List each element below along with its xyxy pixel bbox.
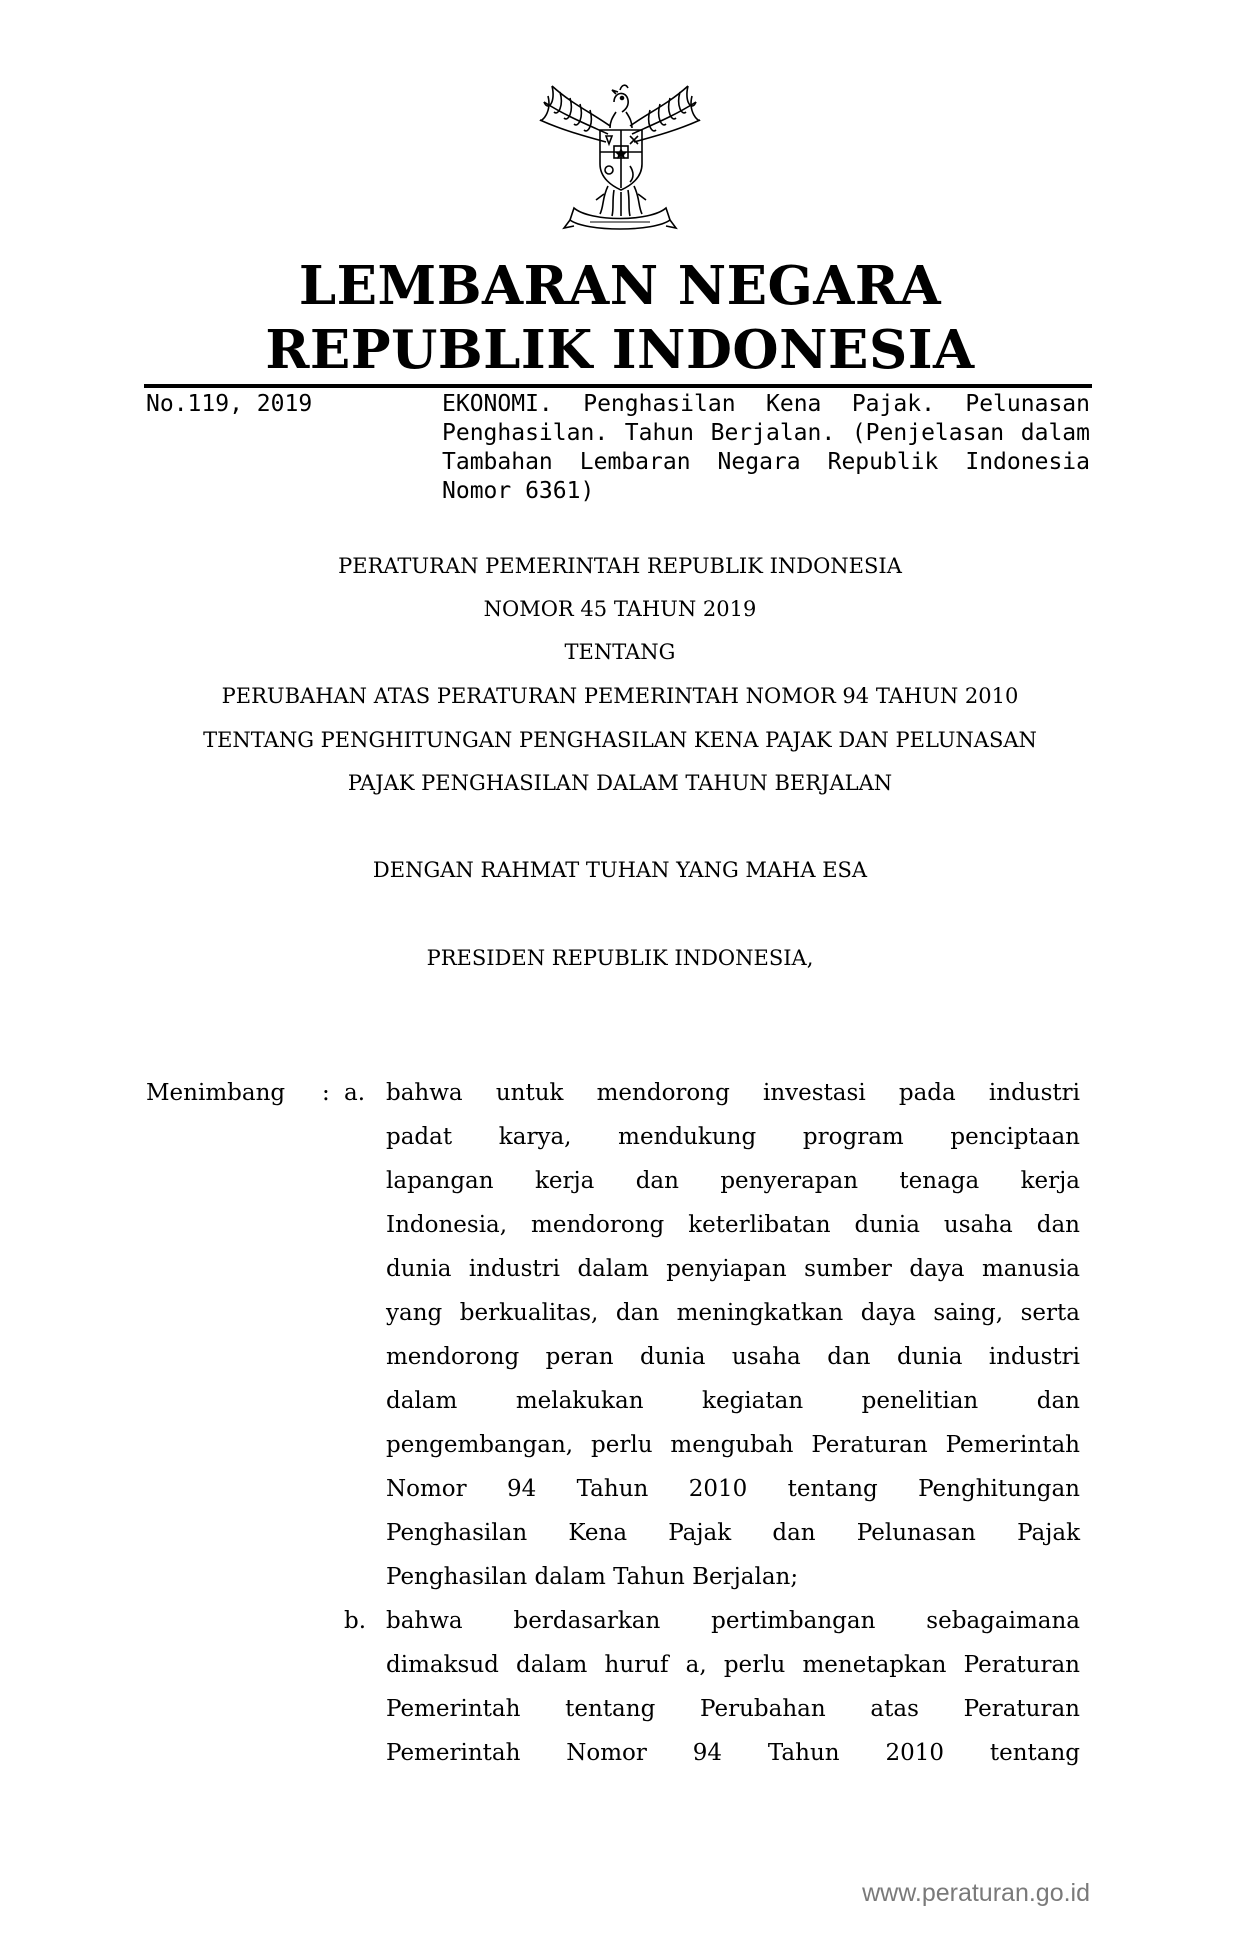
considering-item-letter: b. xyxy=(344,1608,367,1634)
considering-item-line: mendorong peran dunia usaha dan dunia industri xyxy=(386,1344,1080,1370)
gazette-number: No.119, 2019 xyxy=(146,391,313,417)
considering-item-line: padat karya, mendukung program penciptaan xyxy=(386,1124,1080,1150)
gazette-subject-line: Penghasilan. Tahun Berjalan. (Penjelasan dalam xyxy=(442,420,1090,446)
gazette-subject xyxy=(442,390,1090,506)
masthead-title-line1: LEMBARAN NEGARA xyxy=(298,255,942,317)
regulation-title-line: PERUBAHAN ATAS PERATURAN PEMERINTAH NOMOR 94 TAHUN 2010 xyxy=(221,684,1019,708)
considering-item-line: dalam melakukan kegiatan penelitian dan xyxy=(386,1388,1080,1414)
regulation-title-line: TENTANG PENGHITUNGAN PENGHASILAN KENA PAJAK DAN PELUNASAN xyxy=(203,728,1037,752)
regulation-type: PERATURAN PEMERINTAH REPUBLIK INDONESIA xyxy=(338,554,902,578)
considering-item-line: Pemerintah Nomor 94 Tahun 2010 tentang xyxy=(386,1740,1080,1766)
considering-item-line: bahwa berdasarkan pertimbangan sebagaimana xyxy=(386,1608,1080,1634)
considering-item-line: dimaksud dalam huruf a, perlu menetapkan Peraturan xyxy=(386,1652,1080,1678)
invocation: DENGAN RAHMAT TUHAN YANG MAHA ESA xyxy=(372,858,868,882)
considering-item-line: Nomor 94 Tahun 2010 tentang Penghitungan xyxy=(386,1476,1080,1502)
considering-item-line: bahwa untuk mendorong investasi pada industri xyxy=(386,1080,1080,1106)
gazette-subject-line: Tambahan Lembaran Negara Republik Indonesia xyxy=(442,449,1090,475)
considering-item-line: Indonesia, mendorong keterlibatan dunia usaha dan xyxy=(386,1212,1080,1238)
considering-item-line: dunia industri dalam penyiapan sumber daya manusia xyxy=(386,1256,1080,1282)
considering-item-line: Penghasilan dalam Tahun Berjalan; xyxy=(386,1564,799,1590)
considering-label: Menimbang xyxy=(146,1080,286,1106)
considering-item-line: lapangan kerja dan penyerapan tenaga kerja xyxy=(386,1168,1080,1194)
considering-item-line: pengembangan, perlu mengubah Peraturan Pemerintah xyxy=(386,1432,1080,1458)
issuer: PRESIDEN REPUBLIK INDONESIA, xyxy=(426,946,814,970)
considering-colon: : xyxy=(322,1080,330,1106)
gazette-subject-line: Nomor 6361) xyxy=(442,478,595,504)
masthead-divider xyxy=(144,384,1092,388)
considering-item-line: Pemerintah tentang Perubahan atas Peraturan xyxy=(386,1696,1080,1722)
garuda-emblem-icon xyxy=(530,82,710,242)
regulation-title-line: PAJAK PENGHASILAN DALAM TAHUN BERJALAN xyxy=(347,771,893,795)
considering-item-letter: a. xyxy=(344,1080,366,1106)
considering-item-line: yang berkualitas, dan meningkatkan daya saing, serta xyxy=(386,1300,1080,1326)
regulation-about: TENTANG xyxy=(564,640,676,664)
gazette-subject-line: EKONOMI. Penghasilan Kena Pajak. Pelunasan xyxy=(442,391,1090,417)
considering-item-line: Penghasilan Kena Pajak dan Pelunasan Pajak xyxy=(386,1520,1080,1546)
regulation-number: NOMOR 45 TAHUN 2019 xyxy=(483,597,757,621)
masthead-title-line2: REPUBLIK INDONESIA xyxy=(265,319,975,381)
footer-url: www.peraturan.go.id xyxy=(862,1879,1090,1907)
